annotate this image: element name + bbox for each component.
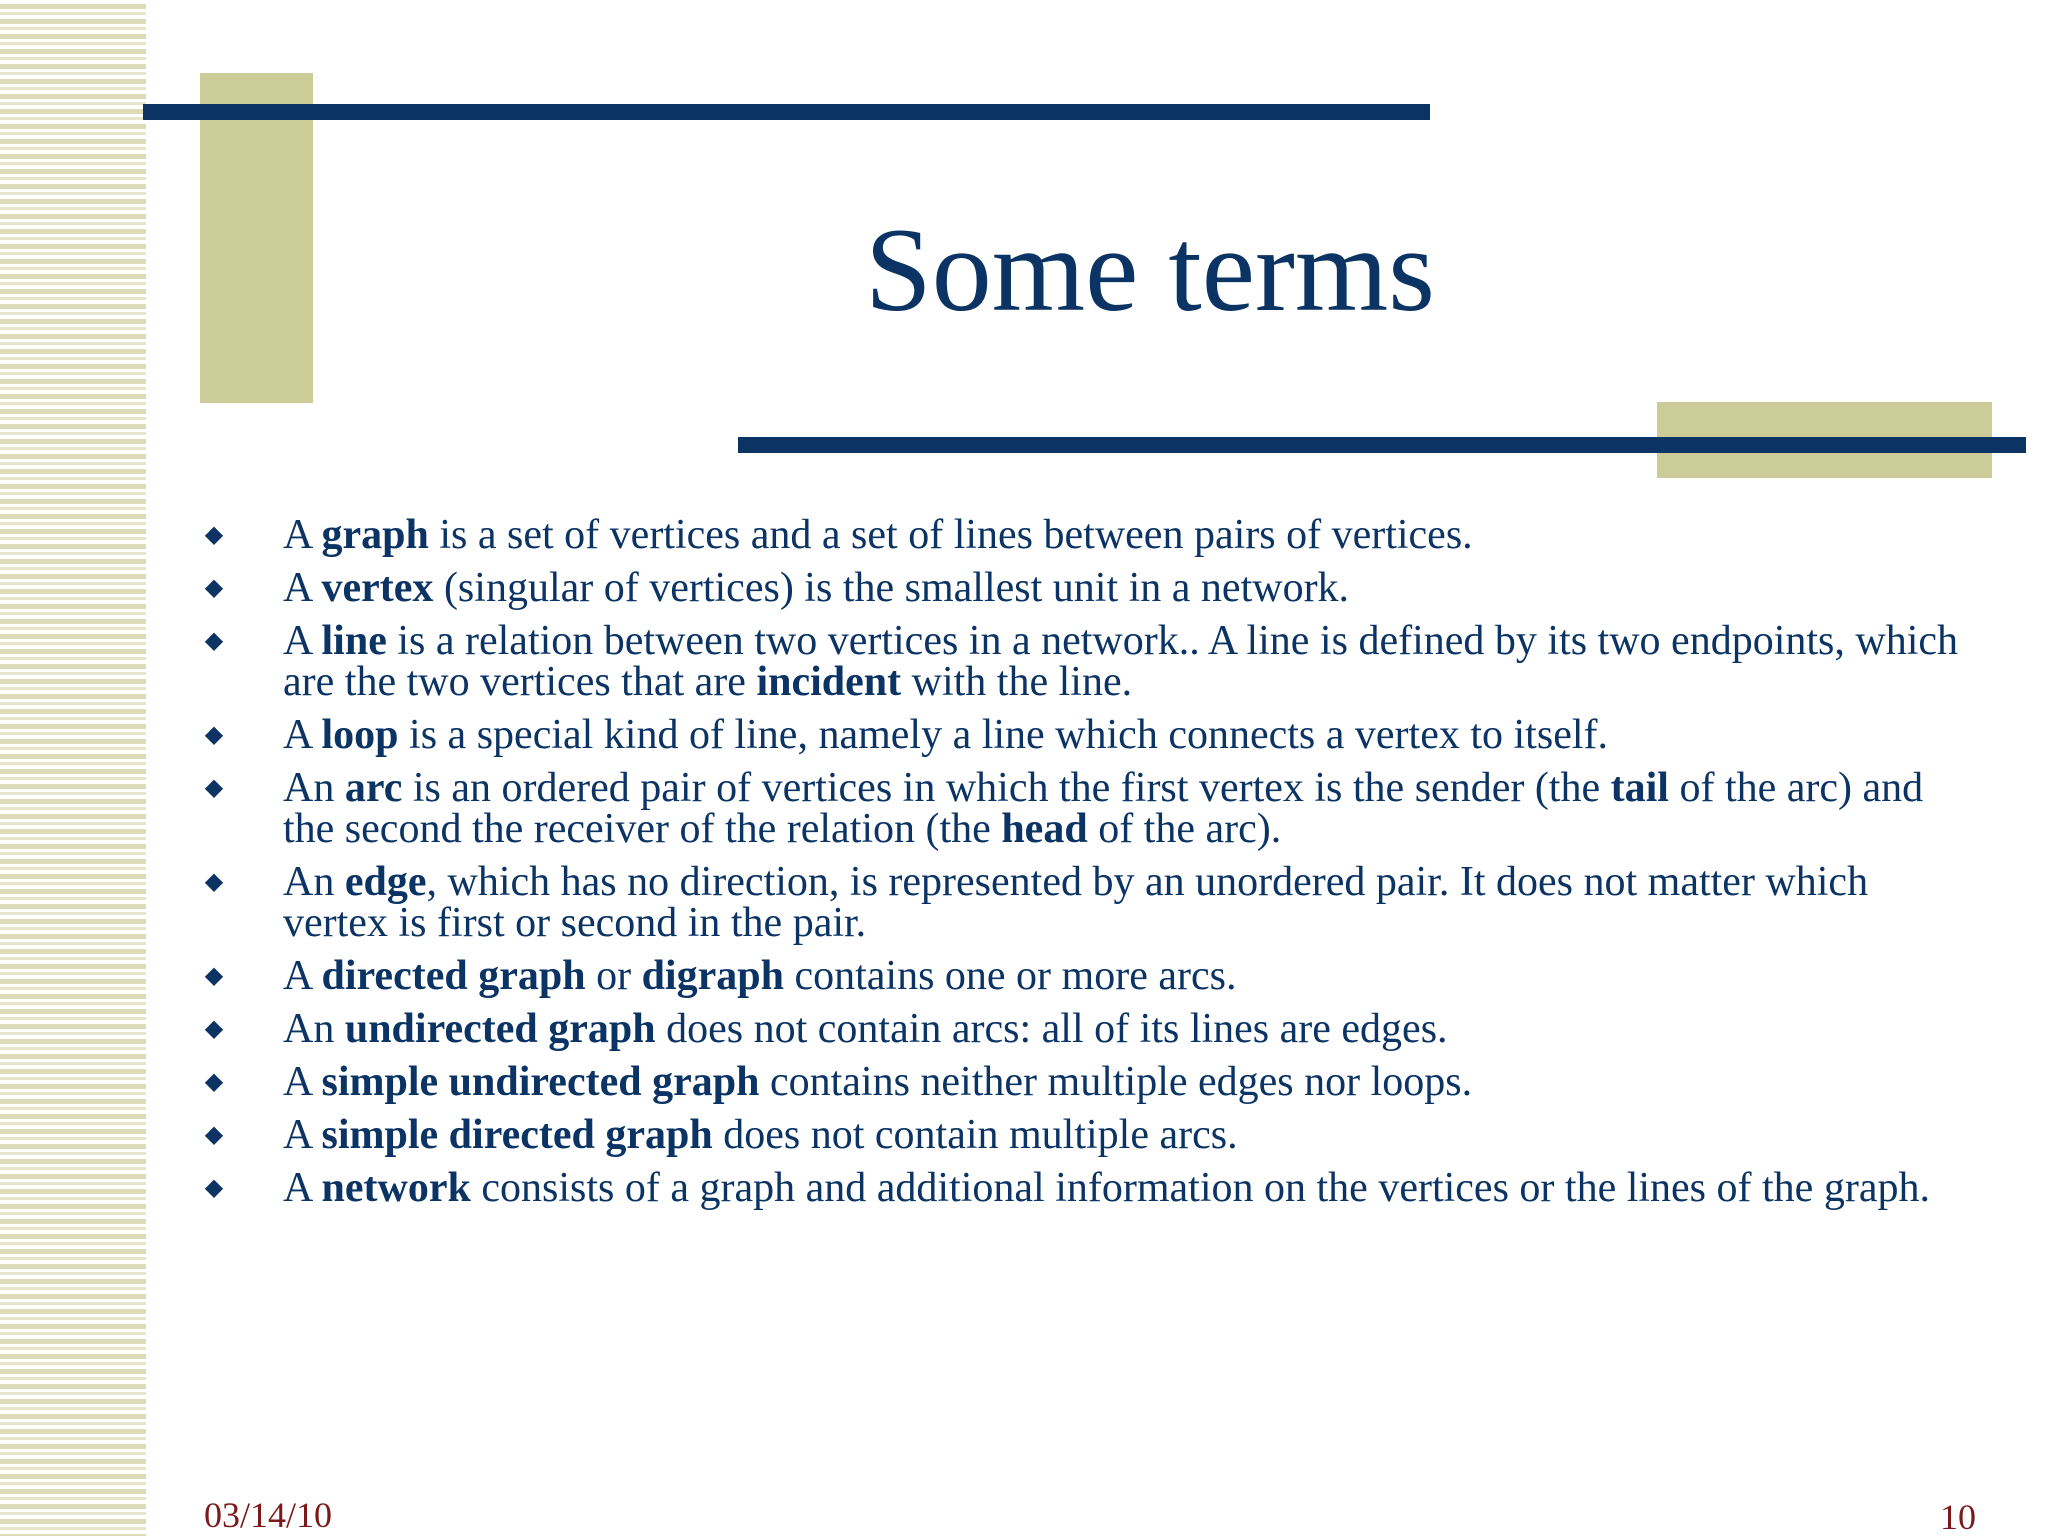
bold-term: incident [756,659,902,705]
bullet-text-segment: An [283,859,345,905]
bold-term: head [1001,806,1088,852]
bullet-text [283,1059,1472,1105]
bullet-text [283,1165,1930,1211]
bullet-text-segment: A [283,565,322,611]
bullet-text-segment: contains neither multiple edges nor loops. [759,1059,1473,1105]
bullet-text-segment: or [585,953,642,999]
bullet-text-segment: of the arc). [1087,806,1282,852]
bullet-item [200,953,1980,999]
bold-term: arc [344,765,403,811]
bullet-text-segment: consists of a graph and additional information on the vertices or the lines of the graph. [470,1165,1930,1211]
diamond-bullet-icon: ◆ [204,628,224,654]
bullet-item [200,1059,1980,1105]
diamond-bullet-icon: ◆ [204,522,224,548]
bullet-text-segment: is a special kind of line, namely a line which connects a vertex to itself. [398,712,1608,758]
bold-term: graph [321,512,429,558]
top-rule [143,104,1430,120]
diamond-bullet-icon: ◆ [204,1175,224,1201]
bullet-list [200,512,1980,1221]
diamond-bullet-icon: ◆ [204,1016,224,1042]
bold-term: directed graph [321,953,586,999]
bullet-text [283,1006,1448,1052]
bullet-item [200,565,1980,611]
bold-term: undirected graph [344,1006,656,1052]
bullet-text-segment: An [283,765,345,811]
bullet-text [283,512,1473,558]
bullet-item [200,859,1980,946]
bullet-text [283,565,1349,611]
bullet-item [200,1112,1980,1158]
bullet-item [200,1006,1980,1052]
bold-term: simple directed graph [321,1112,713,1158]
bullet-text-segment: with the line. [901,659,1133,705]
diamond-bullet-icon: ◆ [204,963,224,989]
bullet-text-segment: contains one or more arcs. [783,953,1237,999]
page-number: 10 [1940,1497,1976,1537]
bullet-text-segment: is a relation between two vertices in a network.. A line is defined by its two endpoints, which are the two vertices that are [283,618,1959,705]
diamond-bullet-icon: ◆ [204,722,224,748]
bold-term: network [321,1165,471,1211]
bullet-item [200,512,1980,558]
bullet-text [283,765,1923,852]
bullet-text-segment: (singular of vertices) is the smallest unit in a network. [433,565,1350,611]
bold-term: tail [1610,765,1669,811]
bullet-item [200,1165,1980,1211]
bullet-text [283,859,1868,946]
bold-term: loop [321,712,399,758]
bullet-text-segment: A [283,712,322,758]
bold-term: digraph [641,953,784,999]
diamond-bullet-icon: ◆ [204,575,224,601]
bullet-text-segment: A [283,512,322,558]
bullet-item [200,618,1980,705]
bullet-text [283,712,1608,758]
bullet-item [200,712,1980,758]
bullet-text-segment: A [283,1165,322,1211]
bullet-text-segment: A [283,618,322,664]
bullet-text [283,618,1958,705]
bullet-text-segment: A [283,1059,322,1105]
bullet-item [200,765,1980,852]
bullet-text-segment: does not contain multiple arcs. [712,1112,1238,1158]
diamond-bullet-icon: ◆ [204,1122,224,1148]
bullet-text [283,1112,1238,1158]
title-underline-rule [738,437,2026,453]
diamond-bullet-icon: ◆ [204,775,224,801]
bold-term: simple undirected graph [321,1059,760,1105]
bullet-text-segment: of the arc) and the second the receiver of the relation (the [283,765,1924,852]
footer-date: 03/14/10 [204,1495,333,1535]
bullet-text-segment: A [283,953,322,999]
bullet-text-segment: , which has no direction, is represented by an unordered pair. It does not matter which vertex is first or second in the pair. [283,859,1869,946]
bold-term: edge [344,859,427,905]
bullet-text-segment: A [283,1112,322,1158]
top-accent-block [200,73,313,403]
bold-term: vertex [321,565,434,611]
bold-term: line [321,618,387,664]
bullet-text [283,953,1236,999]
left-stripe-decoration [0,0,146,1536]
bullet-text-segment: is an ordered pair of vertices in which the first vertex is the sender (the [402,765,1611,811]
diamond-bullet-icon: ◆ [204,1069,224,1095]
bullet-text-segment: An [283,1006,345,1052]
bullet-text-segment: is a set of vertices and a set of lines between pairs of vertices. [428,512,1473,558]
diamond-bullet-icon: ◆ [204,869,224,895]
slide-title: Some terms [865,203,1435,336]
bullet-text-segment: does not contain arcs: all of its lines are edges. [655,1006,1448,1052]
